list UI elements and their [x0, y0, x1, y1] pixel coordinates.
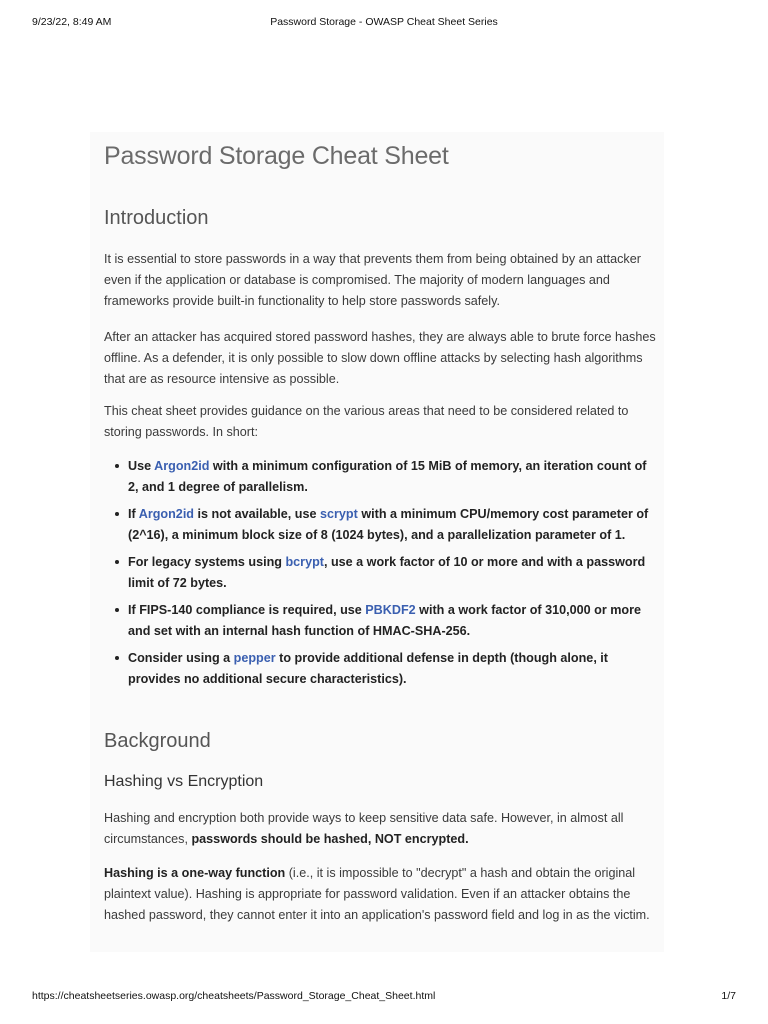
list-item: If FIPS-140 compliance is required, use PBKDF2 with a work factor of 310,000 or more and set with an internal hash function of HMAC-SHA-256. [104, 600, 658, 642]
print-datetime: 9/23/22, 8:49 AM [32, 16, 112, 28]
print-header [32, 16, 736, 32]
introduction-heading: Introduction [104, 207, 209, 229]
background-heading: Background [104, 730, 211, 752]
background-paragraph-2: Hashing is a one-way function (i.e., it is impossible to "decrypt" a hash and obtain the original plaintext value). Hashing is appropriate for password validation. Even if an attacker obtains the hashed password, they cannot enter it into an application's password field and log in as the victim. [104, 866, 650, 922]
bcrypt-link[interactable]: bcrypt [285, 555, 324, 569]
print-url: https://cheatsheetseries.owasp.org/cheatsheets/Password_Storage_Cheat_Sheet.html [32, 990, 436, 1002]
background-paragraph-1: Hashing and encryption both provide ways to keep sensitive data safe. However, in almost all circumstances, passwords should be hashed, NOT encrypted. [104, 811, 624, 846]
recommendations-list [104, 456, 658, 696]
list-item: If Argon2id is not available, use scrypt with a minimum CPU/memory cost parameter of (2^16), a minimum block size of 8 (1024 bytes), and a parallelization parameter of 1. [104, 504, 658, 546]
print-footer [32, 990, 736, 1006]
list-item: For legacy systems using bcrypt, use a work factor of 10 or more and with a password limit of 72 bytes. [104, 552, 658, 594]
scrypt-link[interactable]: scrypt [320, 507, 358, 521]
hashing-vs-encryption-heading: Hashing vs Encryption [104, 773, 264, 790]
intro-paragraph-2: After an attacker has acquired stored password hashes, they are always able to brute force hashes offline. As a defender, it is only possible to slow down offline attacks by selecting hash algorithms that are as resource intensive as possible. [104, 330, 656, 386]
page-number: 1/7 [721, 990, 736, 1002]
list-item: Use Argon2id with a minimum configuration of 15 MiB of memory, an iteration count of 2, and 1 degree of parallelism. [104, 456, 658, 498]
pepper-link[interactable]: pepper [233, 651, 276, 665]
intro-paragraph-3: This cheat sheet provides guidance on the various areas that need to be considered related to storing passwords. In short: [104, 404, 629, 439]
argon2id-link[interactable]: Argon2id [138, 507, 195, 521]
pbkdf2-link[interactable]: PBKDF2 [365, 603, 416, 617]
article-content [90, 132, 664, 952]
intro-paragraph-1: It is essential to store passwords in a way that prevents them from being obtained by an attacker even if the application or database is compromised. The majority of modern languages and frameworks provide built-in functionality to help store passwords safely. [104, 252, 641, 308]
print-doc-title: Password Storage - OWASP Cheat Sheet Series [270, 16, 498, 28]
list-item: Consider using a pepper to provide additional defense in depth (though alone, it provides no additional secure characteristics). [104, 648, 658, 690]
argon2id-link[interactable]: Argon2id [154, 459, 210, 473]
page-title: Password Storage Cheat Sheet [104, 142, 449, 170]
